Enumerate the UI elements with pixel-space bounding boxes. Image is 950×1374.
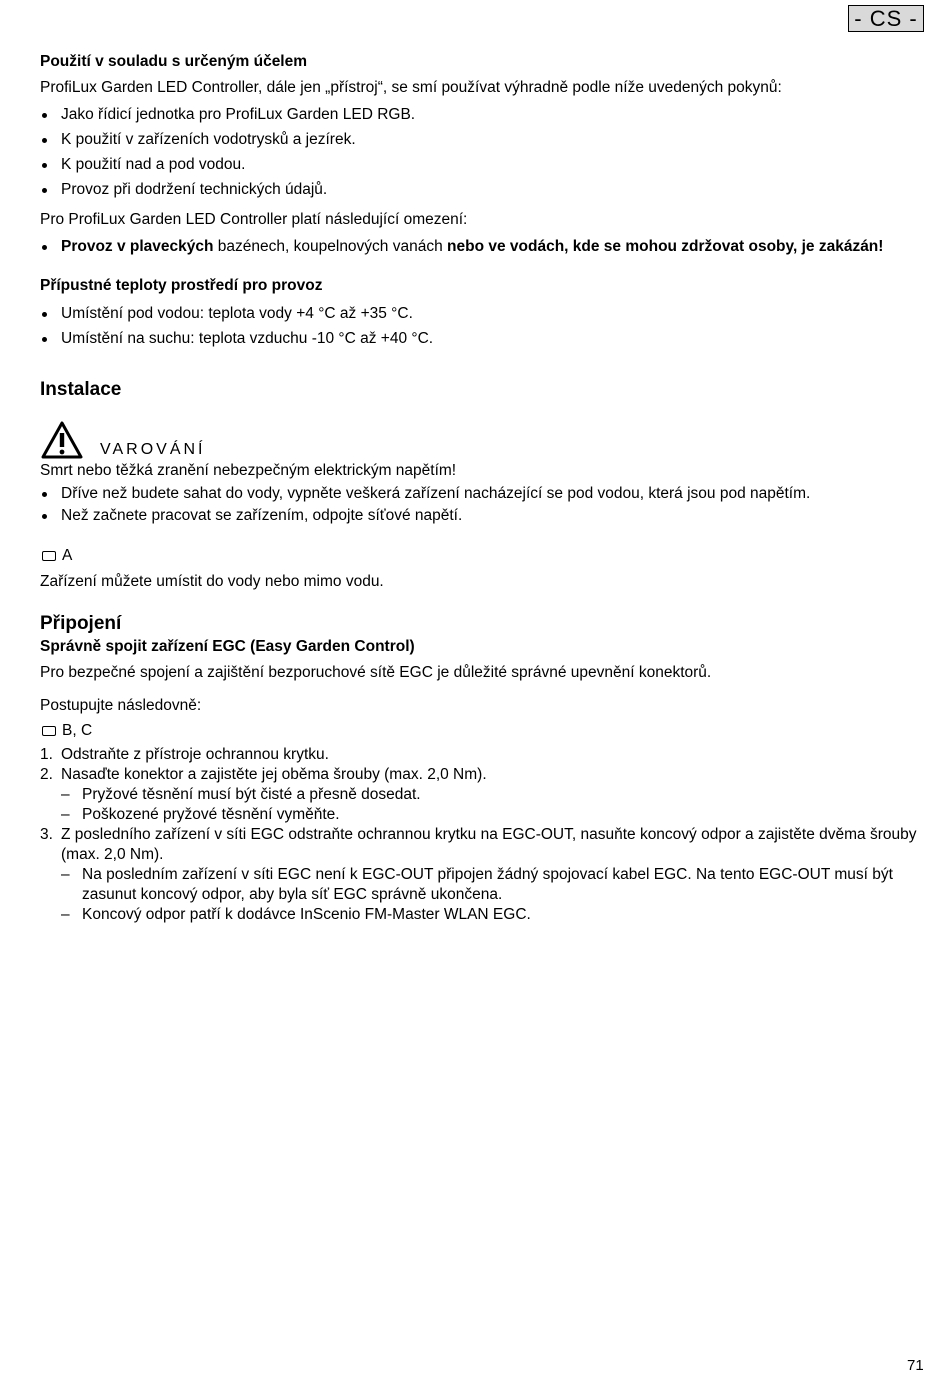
figure-reference-icon [42, 726, 56, 736]
list-item: Provoz při dodržení technických údajů. [40, 180, 926, 200]
restriction-text-bold-2: nebo ve vodách, kde se mohou zdržovat osoby, je zakázán! [447, 238, 884, 255]
dash-icon: – [61, 806, 70, 823]
step-number: 3. [40, 826, 53, 843]
intended-use-list [40, 105, 926, 200]
step-item [40, 765, 926, 825]
step-notes [61, 785, 926, 825]
connection-intro: Pro bezpečné spojení a zajištění bezporuchové sítě EGC je důležité správné upevnění konektorů. [40, 664, 712, 681]
restriction-list [40, 237, 926, 257]
step-text: Odstraňte z přístroje ochrannou krytku. [61, 746, 329, 763]
note-text: Koncový odpor patří k dodávce InScenio FM-Master WLAN EGC. [82, 906, 531, 923]
warning-label: VAROVÁNÍ [100, 441, 206, 458]
warning-header [40, 418, 926, 460]
steps-list [40, 745, 926, 925]
intended-use-intro: ProfiLux Garden LED Controller, dále jen „přístroj“, se smí používat výhradně podle níže uvedených pokynů: [40, 79, 782, 96]
warning-list [40, 484, 926, 526]
figure-reference-label: A [62, 547, 73, 564]
list-item: Jako řídicí jednotka pro ProfiLux Garden LED RGB. [40, 105, 926, 125]
list-item: Dříve než budete sahat do vody, vypněte veškerá zařízení nacházející se pod vodou, která jsou pod napětím. [40, 484, 926, 504]
restriction-text-bold-1: Provoz v plaveckých [61, 238, 214, 255]
step-number: 2. [40, 766, 53, 783]
figure-reference-icon [42, 551, 56, 561]
step-item [40, 745, 926, 765]
dash-icon: – [61, 906, 70, 923]
list-item: K použití v zařízeních vodotrysků a jezírek. [40, 130, 926, 150]
note-text: Pryžové těsnění musí být čisté a přesně dosedat. [82, 786, 421, 803]
warning-triangle-icon [40, 420, 84, 460]
step-number: 1. [40, 746, 53, 763]
list-item: K použití nad a pod vodou. [40, 155, 926, 175]
connection-title: Připojení [40, 613, 122, 634]
restriction-text-normal: bazénech, koupelnových vanách [213, 238, 448, 255]
installation-title: Instalace [40, 379, 122, 400]
note-item [61, 805, 926, 825]
step-text: Nasaďte konektor a zajistěte jej oběma šrouby (max. 2,0 Nm). [61, 766, 487, 783]
step-text: Z posledního zařízení v síti EGC odstraňte ochrannou krytku na EGC-OUT, nasuňte koncový odpor a zajistěte dvěma šrouby (max. 2,0 Nm). [61, 826, 917, 863]
step-notes [61, 865, 926, 925]
temperatures-list [40, 304, 926, 349]
figure-reference-label: B, C [62, 722, 93, 739]
note-text: Na posledním zařízení v síti EGC není k EGC-OUT připojen žádný spojovací kabel EGC. Na tento EGC-OUT musí být zasunut koncový odpor, aby byla síť EGC správně ukončena. [82, 866, 893, 903]
procedure-label: Postupujte následovně: [40, 697, 202, 714]
dash-icon: – [61, 786, 70, 803]
placement-text: Zařízení můžete umístit do vody nebo mimo vodu. [40, 573, 384, 590]
figure-reference-a [40, 546, 926, 566]
note-item [61, 785, 926, 805]
temperatures-title: Přípustné teploty prostředí pro provoz [40, 277, 323, 294]
step-item [40, 825, 926, 925]
list-item: Umístění na suchu: teplota vzduchu -10 °C až +40 °C. [40, 329, 926, 349]
page-number: 71 [907, 1357, 924, 1374]
note-text: Poškozené pryžové těsnění vyměňte. [82, 806, 340, 823]
note-item [61, 905, 926, 925]
note-item [61, 865, 926, 905]
warning-text: Smrt nebo těžká zranění nebezpečným elektrickým napětím! [40, 462, 457, 479]
list-item: Umístění pod vodou: teplota vody +4 °C až +35 °C. [40, 304, 926, 324]
intended-use-title: Použití v souladu s určeným účelem [40, 53, 308, 70]
restriction-item [40, 237, 926, 257]
figure-reference-bc [40, 721, 926, 741]
page-content [40, 52, 926, 925]
list-item: Než začnete pracovat se zařízením, odpojte síťové napětí. [40, 506, 926, 526]
dash-icon: – [61, 866, 70, 883]
connection-subtitle: Správně spojit zařízení EGC (Easy Garden Control) [40, 638, 415, 655]
restriction-intro: Pro ProfiLux Garden LED Controller platí následující omezení: [40, 211, 468, 228]
language-badge: - CS - [848, 5, 924, 32]
